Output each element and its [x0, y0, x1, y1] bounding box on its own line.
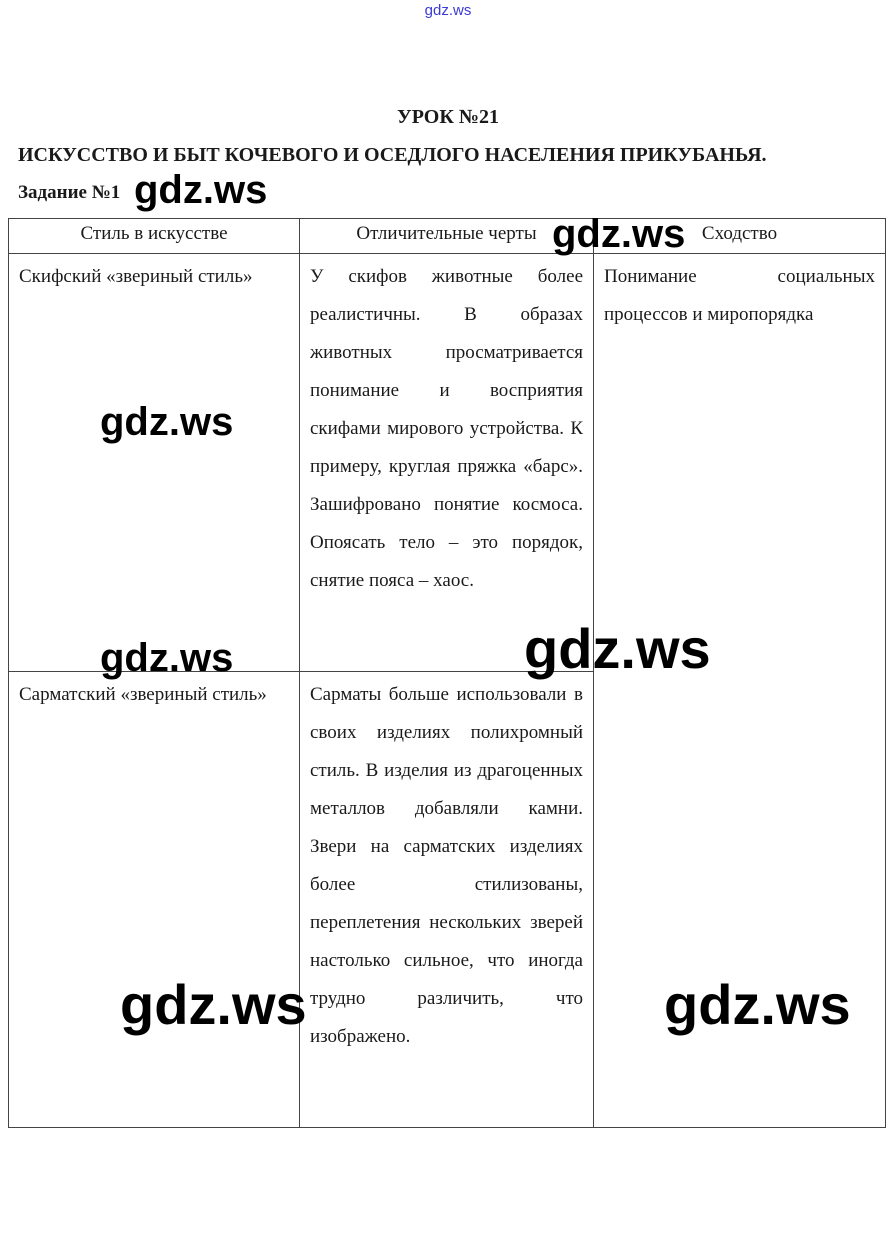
features-cell: У скифов животные более реалистичны. В образах животных просматривается понимание и восприятия скифами мирового устройства. К примеру, круглая пряжка «барс». Зашифровано понятие космоса. Опоясать тело – это порядок, снятие пояса – хаос. — [300, 254, 594, 672]
header-features: Отличительные черты — [300, 219, 594, 254]
style-cell: Скифский «звериный стиль» — [9, 254, 300, 672]
similarity-cell: Понимание социальных процессов и миропорядка — [594, 254, 886, 1128]
task-label: Задание №1 — [18, 182, 121, 203]
watermark: gdz.ws — [664, 973, 851, 1036]
table-row — [9, 254, 886, 672]
watermark: gdz.ws — [524, 617, 711, 680]
features-cell: Сарматы больше использовали в своих изделиях полихромный стиль. В изделия из драгоценных металлов добавляли камни. Звери на сарматских изделиях более стилизованы, переплетения нескольких зверей настолько сильное, что иногда трудно различить, что изображено. — [300, 672, 594, 1128]
watermark: gdz.ws — [552, 212, 686, 256]
comparison-table — [8, 218, 886, 1128]
header-similarity: Сходство — [594, 219, 886, 254]
lesson-title: УРОК №21 — [397, 106, 499, 128]
site-link[interactable]: gdz.ws — [424, 2, 472, 19]
watermark: gdz.ws — [120, 973, 307, 1036]
watermark: gdz.ws — [100, 636, 234, 680]
watermark: gdz.ws — [100, 400, 234, 444]
header-style: Стиль в искусстве — [9, 219, 300, 254]
table-header-row — [9, 219, 886, 254]
lesson-subtitle: ИСКУССТВО И БЫТ КОЧЕВОГО И ОСЕДЛОГО НАСЕЛЕНИЯ ПРИКУБАНЬЯ. — [18, 144, 767, 166]
watermark: gdz.ws — [134, 168, 268, 212]
style-cell: Сарматский «звериный стиль» — [9, 672, 300, 1128]
